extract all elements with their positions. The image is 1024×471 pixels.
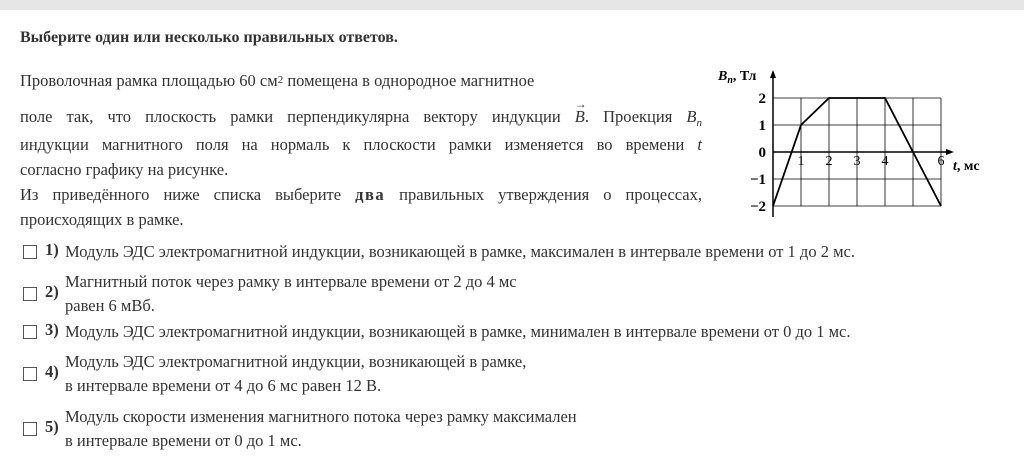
answer-text-line: Модуль ЭДС электромагнитной индукции, возникающей в рамке,: [65, 352, 527, 371]
vector-arrow-icon: →: [574, 97, 587, 111]
answer-text: [65, 320, 851, 344]
superscript: 2: [277, 74, 284, 86]
problem-line-5: [20, 182, 702, 207]
y-tick-label: 2: [758, 91, 766, 107]
x-tick-label: 4: [881, 154, 889, 169]
x-tick-label: 2: [825, 154, 833, 169]
x-axis-label: t, мс: [953, 159, 980, 174]
answer-text: [65, 405, 577, 453]
answer-text-line: равен 6 мВб.: [65, 296, 155, 315]
answer-number: 3): [45, 320, 59, 339]
t-symbol: t: [697, 135, 702, 154]
emphasis-word: два: [355, 185, 386, 204]
answer-number: 4): [45, 362, 59, 381]
problem-line-6: происходящих в рамке.: [20, 210, 184, 229]
x-tick-label: 6: [937, 154, 945, 169]
problem-text: Из приведённого ниже списка выберите: [20, 185, 356, 204]
bn-vs-t-graph: [710, 62, 1020, 222]
y-tick-label: −1: [749, 172, 766, 188]
problem-text: помещена в однородное магнитное: [283, 71, 535, 90]
y-tick-label: −2: [749, 199, 766, 215]
problem-text: поле так, что плоскость рамки перпендикулярна вектору индукции: [20, 107, 575, 126]
answer-text: [65, 240, 855, 264]
answer-text-line: в интервале времени от 0 до 1 мс.: [65, 431, 302, 450]
problem-line-2: [20, 97, 702, 132]
problem-statement: [20, 68, 702, 232]
answer-text-line: Модуль ЭДС электромагнитной индукции, возникающей в рамке, максимален в интервале времени от 1 до 2 мс.: [65, 242, 855, 261]
answer-number: 2): [45, 282, 59, 301]
answer-checkbox[interactable]: [23, 287, 37, 301]
graph-axes: [770, 70, 954, 217]
y-tick-label: 0: [758, 145, 766, 161]
x-tick-label: 3: [853, 154, 861, 169]
y-tick-labels: [750, 91, 766, 215]
problem-line-4: согласно графику на рисунке.: [20, 160, 229, 179]
answer-checkbox[interactable]: [23, 325, 37, 339]
problem-text: правильных утверждения о процессах,: [385, 185, 702, 204]
problem-text: . Проекция: [584, 107, 687, 126]
answer-text-line: в интервале времени от 4 до 6 мс равен 12 В.: [65, 376, 382, 395]
x-tick-label: 1: [797, 154, 805, 169]
answer-text: [65, 350, 526, 398]
b-symbol: B: [686, 107, 697, 126]
y-tick-label: 1: [758, 118, 766, 134]
answer-checkbox[interactable]: [23, 367, 37, 381]
problem-line-1: [20, 68, 702, 104]
answer-checkbox[interactable]: [23, 422, 37, 436]
answer-text-line: Модуль скорости изменения магнитного потока через рамку максимален: [65, 407, 577, 426]
answer-checkbox[interactable]: [23, 245, 37, 259]
vector-letter: B: [574, 107, 585, 126]
answer-text-line: Магнитный поток через рамку в интервале времени от 2 до 4 мс: [65, 272, 517, 291]
answer-number: 5): [45, 417, 59, 436]
problem-text: Проволочная рамка площадью 60 см: [20, 71, 278, 90]
problem-line-3: [20, 132, 702, 157]
answer-text-line: Модуль ЭДС электромагнитной индукции, возникающей в рамке, минимален в интервале времени от 0 до 1 мс.: [65, 322, 851, 341]
x-axis-arrow-icon: [946, 149, 954, 155]
answer-number: 1): [45, 240, 59, 259]
answer-text: [65, 270, 517, 318]
y-axis-label: $B_n$, Тл: [718, 69, 757, 86]
x-tick-labels: [798, 154, 945, 169]
top-strip: [0, 0, 1024, 10]
question-instruction: Выберите один или несколько правильных ответов.: [20, 29, 398, 46]
vector-b-symbol: [574, 97, 587, 129]
subscript: n: [696, 117, 702, 129]
y-axis-arrow-icon: [770, 70, 776, 78]
problem-text: индукции магнитного поля на нормаль к плоскости рамки изменяется во времени: [20, 135, 698, 154]
